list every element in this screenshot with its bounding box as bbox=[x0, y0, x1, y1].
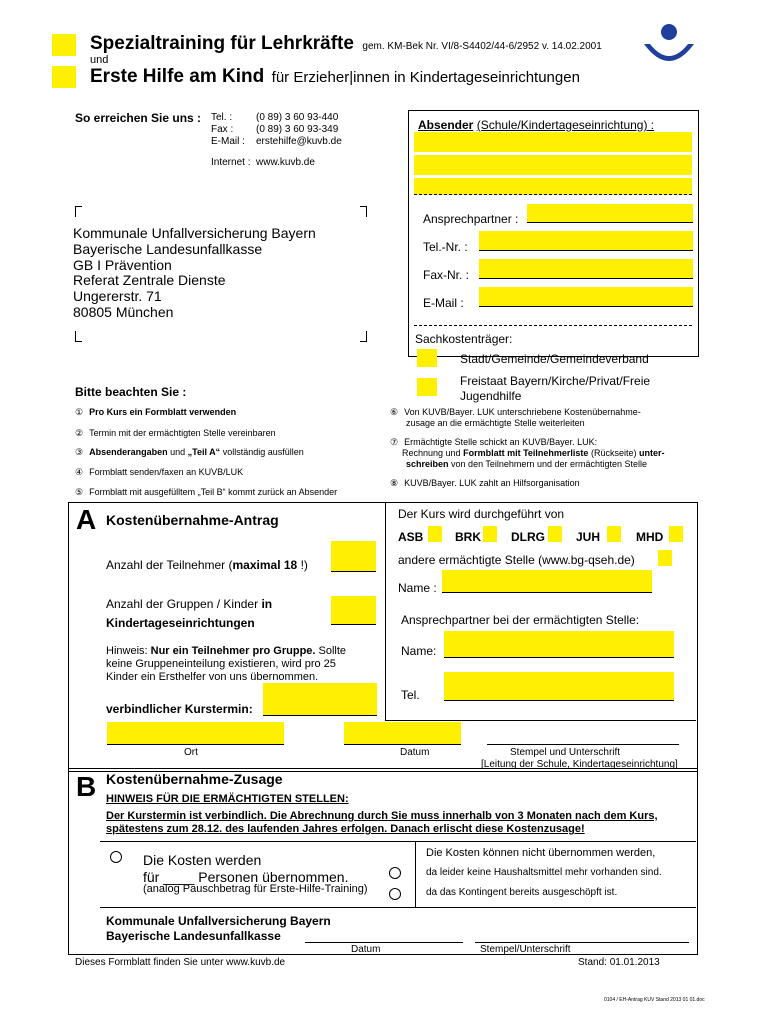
contact-internet-value[interactable]: www.kuvb.de bbox=[256, 157, 315, 168]
contact-fax-value: (0 89) 3 60 93-349 bbox=[256, 124, 339, 135]
section-b-divider-vertical bbox=[415, 841, 416, 907]
address-line: GB I Prävention bbox=[73, 256, 172, 273]
stamp-label: Stempel und Unterschrift bbox=[510, 747, 621, 758]
reject-reason-2-radio[interactable] bbox=[389, 888, 401, 900]
note-5: ⑤ Formblatt mit ausgefülltem „Teil B“ kommt zurück an Absender bbox=[75, 487, 338, 497]
contact-email-label: E-Mail : bbox=[211, 136, 245, 147]
signature-line bbox=[487, 744, 679, 745]
org-contact-name-label: Name: bbox=[401, 644, 437, 658]
stamp-sublabel: [Leitung der Schule, Kindertageseinrichtung] bbox=[481, 759, 678, 770]
course-date-label: verbindlicher Kurstermin: bbox=[106, 702, 253, 716]
b-date-line bbox=[305, 942, 463, 943]
footer-right: Stand: 01.01.2013 bbox=[578, 957, 660, 968]
sender-email-field[interactable] bbox=[479, 287, 693, 307]
contact-tel-value: (0 89) 3 60 93-440 bbox=[256, 112, 339, 123]
org-option-dlrg: DLRG bbox=[511, 530, 545, 544]
org-checkbox-juh[interactable] bbox=[607, 526, 621, 542]
sender-fax-label: Fax-Nr. : bbox=[423, 268, 470, 282]
contact-person-field[interactable] bbox=[527, 204, 693, 223]
address-line: Ungererstr. 71 bbox=[73, 288, 162, 305]
org-option-mhd: MHD bbox=[636, 530, 664, 544]
place-label: Ort bbox=[184, 747, 198, 758]
section-b-divider-top bbox=[100, 841, 696, 842]
address-corner-bl bbox=[75, 331, 82, 342]
org-name-label: Name : bbox=[398, 581, 437, 595]
sender-label: Absender (Schule/Kindertageseinrichtung) : bbox=[418, 118, 655, 132]
address-line: Referat Zentrale Dienste bbox=[73, 272, 226, 289]
hint-text: Hinweis: Nur ein Teilnehmer pro Gruppe. Sollte keine Gruppeneinteilung existieren, wird pro 25 Kinder ein Ersthelfer von uns übernommen. bbox=[106, 645, 347, 683]
accept-text: Die Kosten werden für ____ Personen übernommen. bbox=[143, 852, 349, 885]
section-b-divider-bottom bbox=[100, 907, 696, 908]
section-a-title: Kostenübernahme-Antrag bbox=[106, 512, 279, 528]
participants-count-field[interactable] bbox=[331, 541, 376, 572]
other-org-label: andere ermächtigte Stelle (www.bg-qseh.de) bbox=[398, 553, 635, 567]
b-stamp-line bbox=[475, 942, 689, 943]
org-checkbox-dlrg[interactable] bbox=[548, 526, 562, 542]
section-b-letter: B bbox=[76, 771, 97, 802]
groups-label: Anzahl der Gruppen / Kinder in Kindertageseinrichtungen bbox=[106, 597, 273, 630]
sender-tel-label: Tel.-Nr. : bbox=[423, 240, 468, 254]
section-a-divider-horizontal bbox=[385, 720, 696, 721]
accept-radio[interactable] bbox=[110, 851, 122, 863]
conducted-by-label: Der Kurs wird durchgeführt von bbox=[398, 507, 565, 521]
b-stamp-label: Stempel/Unterschrift bbox=[480, 944, 571, 955]
org-contact-tel-label: Tel. bbox=[401, 688, 420, 702]
org-option-brk: BRK bbox=[455, 530, 481, 544]
header-und: und bbox=[90, 54, 109, 66]
reject-reason-1-radio[interactable] bbox=[389, 867, 401, 879]
cost-bearer-option-1-label: Stadt/Gemeinde/Gemeindeverband bbox=[460, 352, 649, 366]
place-field[interactable] bbox=[107, 722, 284, 745]
org-option-juh: JUH bbox=[576, 530, 601, 544]
contact-person-label: Ansprechpartner : bbox=[423, 212, 519, 226]
cost-bearer-label: Sachkostenträger: bbox=[415, 332, 513, 346]
note-8: ⑧ KUVB/Bayer. LUK zahlt an Hilfsorganisation bbox=[390, 478, 580, 488]
address-line: Kommunale Unfallversicherung Bayern bbox=[73, 225, 316, 241]
notice-text: Der Kurstermin ist verbindlich. Die Abrechnung durch Sie muss innerhalb von 3 Monaten nach dem Kurs, spätestens zum 28.12. des laufenden Jahres erfolgen. Danach erlischt diese Kostenzusage! bbox=[106, 810, 658, 835]
org-contact-label: Ansprechpartner bei der ermächtigten Stelle: bbox=[401, 613, 640, 627]
accept-note: (analog Pauschbetrag für Erste-Hilfe-Training) bbox=[143, 883, 368, 895]
date-field[interactable] bbox=[344, 722, 461, 745]
recipient-address bbox=[73, 226, 316, 321]
sender-email-label: E-Mail : bbox=[423, 296, 464, 310]
note-6: ⑥ Von KUVB/Bayer. LUK unterschriebene Kostenübernahme- zusage an die ermächtigte Stelle weiterleiten bbox=[390, 407, 641, 428]
sender-tel-field[interactable] bbox=[479, 231, 693, 251]
contact-internet-label: Internet : bbox=[211, 157, 251, 168]
address-corner-br bbox=[360, 331, 367, 342]
section-a-divider-vertical bbox=[385, 502, 386, 720]
note-4: ④ Formblatt senden/faxen an KUVB/LUK bbox=[75, 467, 244, 477]
cost-bearer-option-2-label: Freistaat Bayern/Kirche/Privat/Freie Jugendhilfe bbox=[460, 374, 651, 403]
sender-name-field[interactable] bbox=[414, 132, 692, 152]
contact-email-value[interactable]: erstehilfe@kuvb.de bbox=[256, 136, 342, 147]
section-a-letter: A bbox=[76, 504, 97, 535]
org-option-asb: ASB bbox=[398, 530, 424, 544]
footer-left: Dieses Formblatt finden Sie unter www.kuvb.de bbox=[75, 957, 286, 968]
notice-title: HINWEIS FÜR DIE ERMÄCHTIGTEN STELLEN: bbox=[106, 793, 349, 805]
org-name-field[interactable] bbox=[442, 570, 652, 593]
contact-fax-label: Fax : bbox=[211, 124, 234, 135]
address-corner-tl bbox=[75, 206, 82, 217]
section-b-title: Kostenübernahme-Zusage bbox=[106, 771, 283, 787]
org-checkbox-brk[interactable] bbox=[483, 526, 497, 542]
address-line: Bayerische Landesunfallkasse bbox=[73, 240, 263, 257]
sender-fax-field[interactable] bbox=[479, 259, 693, 279]
dguv-logo-icon bbox=[640, 22, 698, 78]
header-title-1: Spezialtraining für Lehrkräfte gem. KM-Bek Nr. VI/8-S4402/44-6/2952 v. 14.02.2001 bbox=[90, 33, 602, 54]
other-org-checkbox[interactable] bbox=[658, 550, 672, 566]
org-contact-tel-field[interactable] bbox=[444, 672, 674, 701]
reject-reason-2: da das Kontingent bereits ausgeschöpft ist. bbox=[426, 887, 618, 898]
reject-title: Die Kosten können nicht übernommen werden, bbox=[426, 847, 656, 859]
note-7: ⑦ Ermächtigte Stelle schickt an KUVB/Bayer. LUK: Rechnung und Formblatt mit Teilnehmerliste (Rückseite) unter- schreiben von den Teilnehmern und der ermächtigten Stelle bbox=[390, 437, 665, 469]
sender-city-field[interactable] bbox=[414, 178, 692, 195]
address-corner-tr bbox=[360, 206, 367, 217]
participants-label: Anzahl der Teilnehmer (maximal 18 !) bbox=[106, 558, 308, 572]
address-line: 80805 München bbox=[73, 303, 174, 320]
sender-street-field[interactable] bbox=[414, 155, 692, 175]
notes-title: Bitte beachten Sie : bbox=[75, 385, 187, 399]
note-3: ③ Absenderangaben und „Teil A“ vollständig ausfüllen bbox=[75, 447, 304, 457]
sender-divider bbox=[414, 325, 692, 326]
header-title-2: Erste Hilfe am Kind für Erzieher|innen in Kindertageseinrichtungen bbox=[90, 66, 580, 87]
org-checkbox-asb[interactable] bbox=[428, 526, 442, 542]
cost-bearer-option-2-checkbox[interactable] bbox=[417, 378, 437, 396]
org-contact-name-field[interactable] bbox=[444, 631, 674, 658]
checkbox-erste-hilfe-am-kind[interactable] bbox=[52, 66, 76, 88]
checkbox-lehrkraefte[interactable] bbox=[52, 34, 76, 56]
note-1: ① Pro Kurs ein Formblatt verwenden bbox=[75, 407, 237, 417]
course-date-field[interactable] bbox=[263, 683, 377, 716]
section-b-org: Kommunale Unfallversicherung Bayern Bayerische Landesunfallkasse bbox=[106, 914, 331, 943]
contact-tel-label: Tel. : bbox=[211, 112, 233, 123]
footer-code: 0104 / EH-Antrag KUV Stand 2013 01 01.doc bbox=[604, 997, 705, 1003]
reject-reason-1: da leider keine Haushaltsmittel mehr vorhanden sind. bbox=[426, 867, 662, 878]
cost-bearer-option-1-checkbox[interactable] bbox=[417, 349, 437, 367]
date-label: Datum bbox=[400, 747, 430, 758]
groups-count-field[interactable] bbox=[331, 596, 376, 625]
contact-label: So erreichen Sie uns : bbox=[75, 111, 202, 125]
b-date-label: Datum bbox=[351, 944, 381, 955]
note-2: ② Termin mit der ermächtigten Stelle vereinbaren bbox=[75, 428, 276, 438]
org-checkbox-mhd[interactable] bbox=[669, 526, 683, 542]
